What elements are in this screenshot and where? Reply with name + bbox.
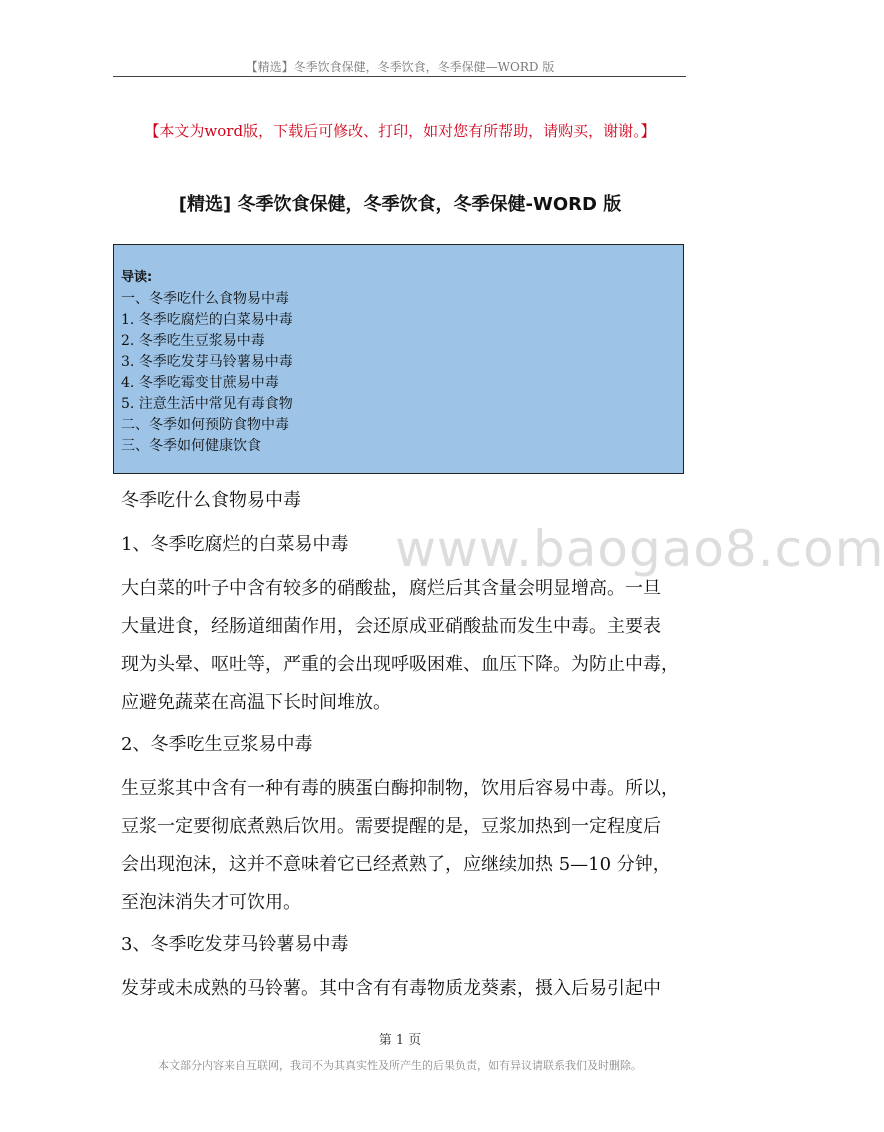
guide-item: 1. 冬季吃腐烂的白菜易中毒 — [121, 312, 293, 328]
guide-item: 3. 冬季吃发芽马铃薯易中毒 — [121, 354, 293, 370]
paragraph — [121, 570, 686, 722]
footer-note: 本文部分内容来自互联网，我司不为其真实性及所产生的后果负责，如有异议请联系我们及时删除。 — [158, 1059, 642, 1072]
guide-item: 4. 冬季吃霉变甘蔗易中毒 — [121, 375, 279, 391]
paragraph-line: 会出现泡沫，这并不意味着它已经煮熟了，应继续加热 5—10 分钟， — [121, 854, 671, 875]
section-title: 冬季吃什么食物易中毒 — [121, 490, 301, 511]
guide-item: 2. 冬季吃生豆浆易中毒 — [121, 333, 265, 349]
notice-text: 【本文为word版，下载后可修改、打印，如对您有所帮助，请购买，谢谢。】 — [144, 122, 656, 140]
paragraph-line: 现为头晕、呕吐等，严重的会出现呼吸困难、血压下降。为防止中毒， — [121, 654, 679, 675]
subheading: 1、冬季吃腐烂的白菜易中毒 — [121, 534, 349, 555]
paragraph-line: 豆浆一定要彻底煮熟后饮用。需要提醒的是，豆浆加热到一定程度后 — [121, 816, 661, 837]
paragraph-line: 至泡沫消失才可饮用。 — [121, 892, 301, 913]
paragraph-line: 发芽或未成熟的马铃薯。其中含有有毒物质龙葵素，摄入后易引起中 — [121, 978, 661, 999]
guide-item: 一、冬季吃什么食物易中毒 — [121, 291, 289, 307]
subheading: 2、冬季吃生豆浆易中毒 — [121, 734, 313, 755]
paragraph-line: 生豆浆其中含有一种有毒的胰蛋白酶抑制物，饮用后容易中毒。所以， — [121, 778, 679, 799]
body-text — [121, 482, 686, 1012]
page-header: 【精选】冬季饮食保健，冬季饮食，冬季保健—WORD 版 — [245, 60, 555, 74]
header-rule — [113, 76, 686, 77]
paragraph — [121, 770, 686, 922]
guide-label: 导读: — [121, 270, 153, 285]
guide-box — [113, 244, 684, 474]
document-title: [精选] 冬季饮食保健，冬季饮食，冬季保健-WORD 版 — [178, 194, 622, 215]
paragraph-line: 应避免蔬菜在高温下长时间堆放。 — [121, 692, 391, 713]
paragraph — [121, 970, 686, 1008]
page-number: 第 1 页 — [378, 1033, 422, 1048]
guide-item: 5. 注意生活中常见有毒食物 — [121, 396, 293, 412]
paragraph-line: 大量进食，经肠道细菌作用，会还原成亚硝酸盐而发生中毒。主要表 — [121, 616, 661, 637]
guide-item: 三、冬季如何健康饮食 — [121, 438, 261, 454]
guide-item: 二、冬季如何预防食物中毒 — [121, 417, 289, 433]
subheading: 3、冬季吃发芽马铃薯易中毒 — [121, 934, 349, 955]
paragraph-line: 大白菜的叶子中含有较多的硝酸盐，腐烂后其含量会明显增高。一旦 — [121, 578, 661, 599]
watermark: www.baogao8.com — [395, 520, 884, 578]
